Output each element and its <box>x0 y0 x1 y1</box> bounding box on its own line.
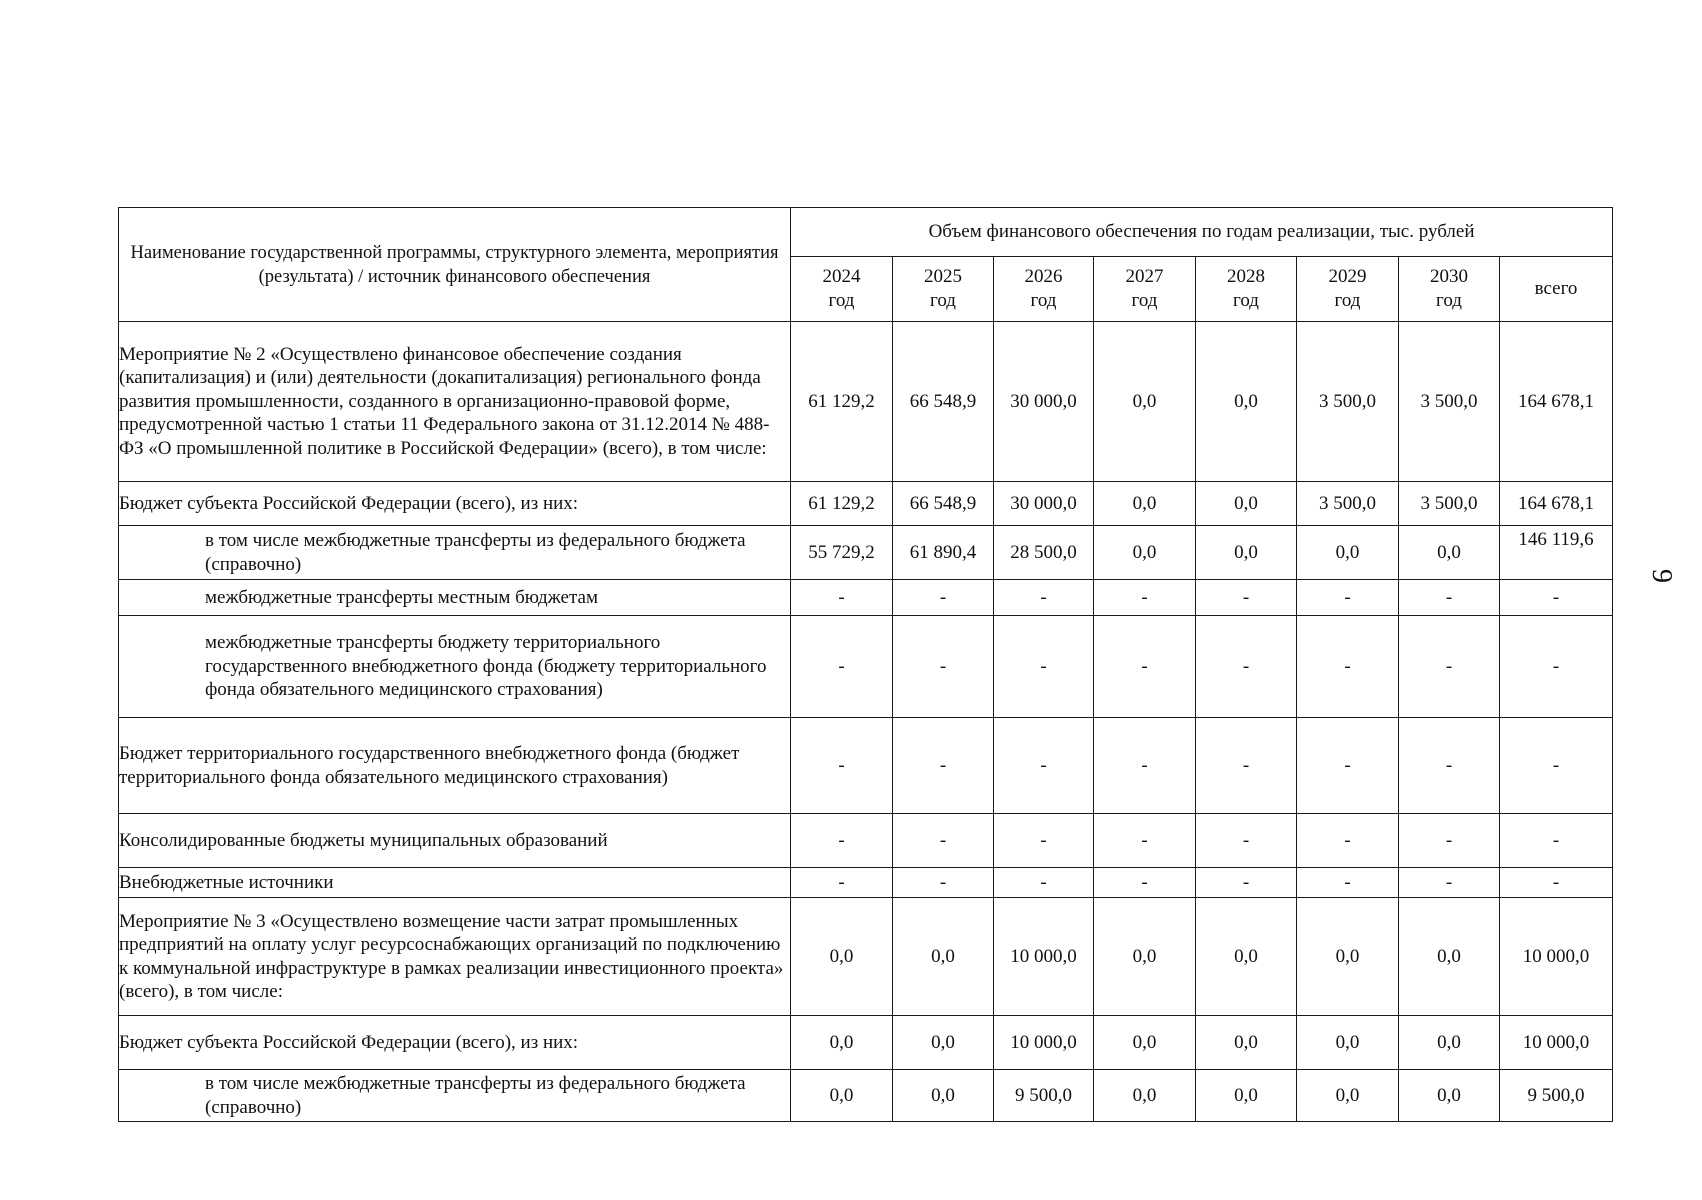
financing-volume-header: Объем финансового обеспечения по годам реализации, тыс. рублей <box>791 208 1613 257</box>
total-cell: 9 500,0 <box>1500 1070 1613 1122</box>
value-cell: - <box>1297 580 1399 616</box>
value-cell: 0,0 <box>791 898 893 1016</box>
value-cell: - <box>994 814 1094 868</box>
value-cell: 0,0 <box>1094 526 1196 580</box>
year-label: 2026 <box>1024 266 1063 287</box>
value-cell: 28 500,0 <box>994 526 1094 580</box>
value-cell: - <box>1196 814 1297 868</box>
total-cell: 146 119,6 <box>1500 526 1613 580</box>
value-cell: 3 500,0 <box>1399 482 1500 526</box>
table-row <box>119 526 1613 580</box>
year-unit-label: год <box>1436 290 1462 311</box>
value-cell: - <box>1399 616 1500 718</box>
value-cell: - <box>1094 718 1196 814</box>
value-cell: 0,0 <box>1399 526 1500 580</box>
value-cell: - <box>1297 814 1399 868</box>
row-name: в том числе межбюджетные трансферты из федерального бюджета (справочно) <box>119 1070 791 1122</box>
value-cell: - <box>1196 718 1297 814</box>
page-number: 9 <box>1646 569 1677 583</box>
total-cell: - <box>1500 868 1613 898</box>
value-cell: - <box>1196 580 1297 616</box>
table-row <box>119 868 1613 898</box>
table-row <box>119 898 1613 1016</box>
row-name: межбюджетные трансферты бюджету территориального государственного внебюджетного фонда (бюджету территориального фонда обязательного медицинского страхования) <box>119 616 791 718</box>
value-cell: 3 500,0 <box>1297 482 1399 526</box>
value-cell: - <box>893 718 994 814</box>
value-cell: 0,0 <box>1399 1070 1500 1122</box>
row-name: Бюджет территориального государственного внебюджетного фонда (бюджет территориального фонда обязательного медицинского страхования) <box>119 718 791 814</box>
row-name: в том числе межбюджетные трансферты из федерального бюджета (справочно) <box>119 526 791 580</box>
value-cell: - <box>994 718 1094 814</box>
value-cell: 0,0 <box>1297 1070 1399 1122</box>
value-cell: 0,0 <box>1196 482 1297 526</box>
year-label: 2029 <box>1328 266 1367 287</box>
value-cell: - <box>994 868 1094 898</box>
year-header-2027 <box>1094 257 1196 322</box>
value-cell: - <box>791 814 893 868</box>
value-cell: 0,0 <box>1297 898 1399 1016</box>
year-header-2024 <box>791 257 893 322</box>
total-cell: - <box>1500 718 1613 814</box>
value-cell: 3 500,0 <box>1399 322 1500 482</box>
value-cell: 61 129,2 <box>791 482 893 526</box>
value-cell: - <box>1297 718 1399 814</box>
value-cell: 0,0 <box>1094 1016 1196 1070</box>
value-cell: 30 000,0 <box>994 482 1094 526</box>
value-cell: - <box>893 580 994 616</box>
value-cell: - <box>994 616 1094 718</box>
value-cell: 66 548,9 <box>893 322 994 482</box>
value-cell: - <box>1094 580 1196 616</box>
year-unit-label: год <box>1334 290 1361 311</box>
row-name: Мероприятие № 2 «Осуществлено финансовое обеспечение создания (капитализация) и (или) деятельности (докапитализация) регионального фонда развития промышленности, созданного в организационно-правовой форме, предусмотренной частью 1 статьи 11 Федерального закона от 31.12.2014 № 488-ФЗ «О промышленной политике в Российской Федерации» (всего), в том числе: <box>119 322 791 482</box>
year-unit-label: год <box>828 290 855 311</box>
value-cell: - <box>1399 868 1500 898</box>
total-cell: - <box>1500 616 1613 718</box>
value-cell: 61 129,2 <box>791 322 893 482</box>
year-unit-label: год <box>1131 290 1158 311</box>
value-cell: - <box>893 616 994 718</box>
total-cell: - <box>1500 580 1613 616</box>
value-cell: 0,0 <box>1196 1016 1297 1070</box>
value-cell: 0,0 <box>1399 1016 1500 1070</box>
value-cell: 0,0 <box>1196 898 1297 1016</box>
value-cell: 0,0 <box>1196 526 1297 580</box>
value-cell: 30 000,0 <box>994 322 1094 482</box>
year-unit-label: год <box>1233 290 1259 311</box>
value-cell: 0,0 <box>893 898 994 1016</box>
year-header-2029 <box>1297 257 1399 322</box>
row-name: Консолидированные бюджеты муниципальных образований <box>119 814 791 868</box>
value-cell: 0,0 <box>791 1016 893 1070</box>
value-cell: 0,0 <box>1297 1016 1399 1070</box>
value-cell: 0,0 <box>1196 322 1297 482</box>
year-label: 2028 <box>1227 266 1265 287</box>
value-cell: - <box>1399 580 1500 616</box>
value-cell: - <box>1094 616 1196 718</box>
table-row <box>119 482 1613 526</box>
value-cell: - <box>1399 814 1500 868</box>
value-cell: 0,0 <box>1094 1070 1196 1122</box>
value-cell: - <box>1399 718 1500 814</box>
value-cell: - <box>791 868 893 898</box>
year-unit-label: год <box>930 290 956 311</box>
year-header-2025 <box>893 257 994 322</box>
value-cell: 9 500,0 <box>994 1070 1094 1122</box>
value-cell: 61 890,4 <box>893 526 994 580</box>
table-row <box>119 814 1613 868</box>
value-cell: 0,0 <box>893 1070 994 1122</box>
year-unit-label: год <box>1030 290 1057 311</box>
total-cell: 10 000,0 <box>1500 1016 1613 1070</box>
value-cell: 10 000,0 <box>994 898 1094 1016</box>
value-cell: - <box>791 580 893 616</box>
financing-table <box>118 207 1613 1122</box>
value-cell: 0,0 <box>1196 1070 1297 1122</box>
total-cell: 10 000,0 <box>1500 898 1613 1016</box>
year-label: 2030 <box>1430 266 1468 287</box>
table-row <box>119 718 1613 814</box>
year-label: 2027 <box>1125 266 1164 287</box>
row-name: Бюджет субъекта Российской Федерации (всего), из них: <box>119 1016 791 1070</box>
header-row-group <box>119 208 1613 257</box>
year-header-2028 <box>1196 257 1297 322</box>
value-cell: - <box>1094 814 1196 868</box>
value-cell: - <box>791 718 893 814</box>
value-cell: 0,0 <box>1094 322 1196 482</box>
value-cell: 3 500,0 <box>1297 322 1399 482</box>
value-cell: - <box>994 580 1094 616</box>
value-cell: 10 000,0 <box>994 1016 1094 1070</box>
row-name: Бюджет субъекта Российской Федерации (всего), из них: <box>119 482 791 526</box>
value-cell: - <box>893 868 994 898</box>
value-cell: - <box>1094 868 1196 898</box>
year-label: 2025 <box>924 266 962 287</box>
value-cell: 0,0 <box>791 1070 893 1122</box>
name-column-header: Наименование государственной программы, структурного элемента, мероприятия (результата) / источник финансового обеспечения <box>119 208 791 322</box>
row-name: Внебюджетные источники <box>119 868 791 898</box>
row-name: Мероприятие № 3 «Осуществлено возмещение части затрат промышленных предприятий на оплату услуг ресурсоснабжающих организаций по подключению к коммунальной инфраструктуре в рамках реализации инвестиционного проекта» (всего), в том числе: <box>119 898 791 1016</box>
value-cell: 55 729,2 <box>791 526 893 580</box>
year-header-2026 <box>994 257 1094 322</box>
year-header-2030 <box>1399 257 1500 322</box>
value-cell: - <box>791 616 893 718</box>
total-cell: 164 678,1 <box>1500 482 1613 526</box>
year-label: 2024 <box>822 266 861 287</box>
value-cell: - <box>893 814 994 868</box>
value-cell: 0,0 <box>1399 898 1500 1016</box>
value-cell: 0,0 <box>1094 482 1196 526</box>
value-cell: - <box>1297 616 1399 718</box>
total-cell: 164 678,1 <box>1500 322 1613 482</box>
value-cell: 0,0 <box>893 1016 994 1070</box>
table-row <box>119 322 1613 482</box>
value-cell: 0,0 <box>1094 898 1196 1016</box>
table-row <box>119 616 1613 718</box>
value-cell: 0,0 <box>1297 526 1399 580</box>
total-header: всего <box>1500 257 1613 322</box>
value-cell: - <box>1196 868 1297 898</box>
table-row <box>119 1070 1613 1122</box>
value-cell: 66 548,9 <box>893 482 994 526</box>
table-row <box>119 580 1613 616</box>
value-cell: - <box>1297 868 1399 898</box>
table-row <box>119 1016 1613 1070</box>
row-name: межбюджетные трансферты местным бюджетам <box>119 580 791 616</box>
value-cell: - <box>1196 616 1297 718</box>
total-cell: - <box>1500 814 1613 868</box>
